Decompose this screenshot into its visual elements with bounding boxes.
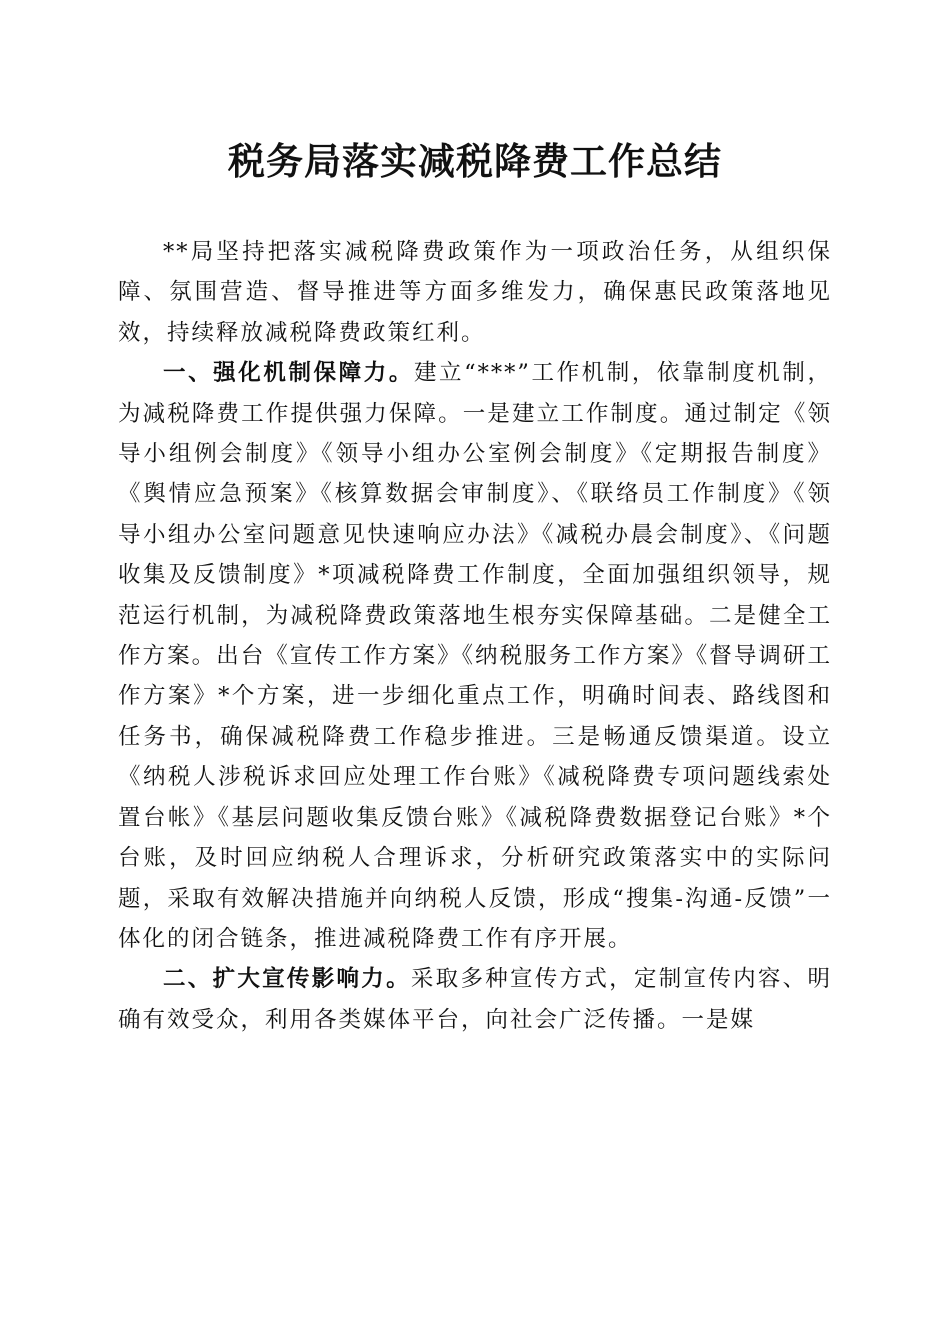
paragraph-text: 建立“***”工作机制，依靠制度机制，为减税降费工作提供强力保障。一是建立工作制度。通过制定《领导小组例会制度》《领导小组办公室例会制度》《定期报告制度》《舆情应急预案》《核算数据会审制度》、《联络员工作制度》《领导小组办公室问题意见快速响应办法》《减税办晨会制度》、《问题收集及反馈制度》*项减税降费工作制度，全面加强组织领导，规范运行机制，为减税降费政策落地生根夯实保障基础。二是健全工作方案。出台《宣传工作方案》《纳税服务工作方案》《督导调研工作方案》*个方案，进一步细化重点工作，明确时间表、路线图和任务书，确保减税降费工作稳步推进。三是畅通反馈渠道。设立《纳税人涉税诉求回应处理工作台账》《减税降费专项问题线索处置台帐》《基层问题收集反馈台账》《减税降费数据登记台账》*个台账，及时回应纳税人合理诉求，分析研究政策落实中的实际问题，采取有效解决措施并向纳税人反馈，形成“搜集-沟通-反馈”一体化的闭合链条，推进减税降费工作有序开展。 (118, 360, 832, 952)
paragraph-text: 采取多种宣传方式，定制宣传内容、明确有效受众，利用各类媒体平台，向社会广泛传播。一是媒 (118, 966, 832, 1033)
paragraph-text: **局坚持把落实减税降费政策作为一项政治任务，从组织保障、氛围营造、督导推进等方面多维发力，确保惠民政策落地见效，持续释放减税降费政策红利。 (118, 239, 832, 346)
document-body (118, 232, 832, 1040)
intro-paragraph (118, 232, 832, 353)
section-two-paragraph (118, 959, 832, 1040)
section-heading: 二、扩大宣传影响力。 (163, 966, 411, 993)
section-one-paragraph (118, 353, 832, 959)
section-heading: 一、强化机制保障力。 (163, 360, 414, 387)
document-title: 税务局落实减税降费工作总结 (228, 139, 722, 183)
